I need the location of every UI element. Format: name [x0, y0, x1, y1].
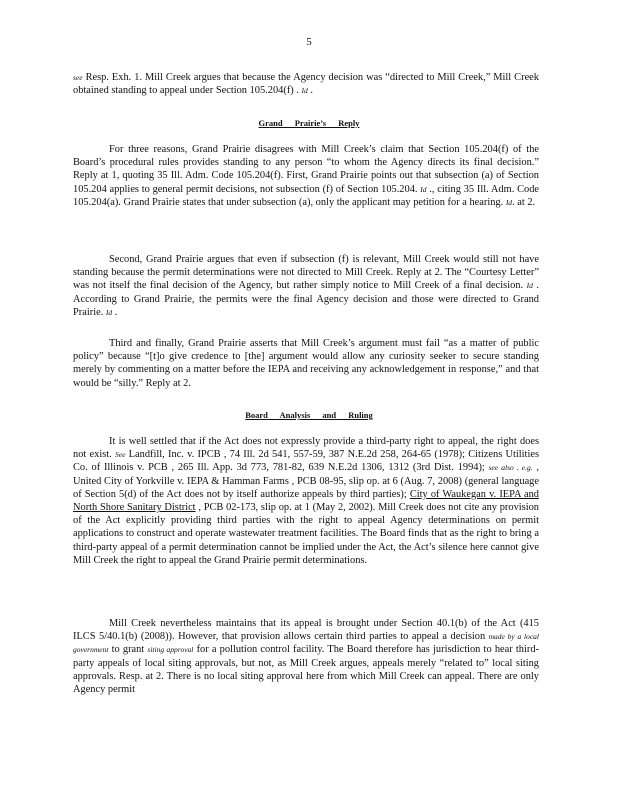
paragraph-reply-first: [73, 143, 539, 209]
citation-id: Id: [505, 197, 513, 207]
case-name-waukegan: City of Waukegan v. IEPA and North Shore Sanitary District: [73, 488, 539, 514]
text: Mill Creek nevertheless maintains that its appeal is brought under Section 40.1(b) of the Act (415 ILCS 5/40.1(b) (2008)). However, that provision allows certain third parties to appeal a decision: [73, 618, 539, 643]
text: . at 2.: [512, 196, 536, 208]
section-heading-grand-prairie-reply: Grand Prairie’s Reply: [258, 118, 360, 128]
text: . According to Grand Prairie, the permits were the final Agency decision and those were directed to Grand Prairie.: [73, 280, 539, 318]
text: ., citing 35 Ill. Adm. Code 105.204(a). Grand Prairie states that under subsection (a), only the applicant may petition for a hearing.: [73, 183, 540, 208]
text: Resp. Exh. 1. Mill Creek argues that because the Agency decision was “directed to Mill Creek,” Mill Creek obtained standing to appeal under Section 105.204(f) .: [73, 72, 539, 97]
text: Second, Grand Prairie argues that even if subsection (f) is relevant, Mill Creek would still not have standing because the permit determinations were not directed to Mill Creek. Reply at 2. The “Courtesy Letter” was not itself the final decision of the Agency, but rather simply notice to Mill Creek of a final decision.: [73, 254, 539, 292]
paragraph-analysis-second: [73, 617, 539, 696]
citation-id: Id: [105, 307, 113, 317]
text: to grant: [108, 644, 148, 656]
paragraph-reply-third: Third and finally, Grand Prairie asserts that Mill Creek’s argument must fail “as a matter of public policy” because “[t]o give credence to [the] argument would allow any curiosity seeker to secure standing merely by commenting on a matter before the IEPA and receiving any acknowledgement in response,” and that would be “silly.” Reply at 2.: [73, 338, 539, 389]
citation-id: Id: [301, 86, 308, 96]
emphasis-siting-approval: siting approval: [147, 645, 194, 655]
text: For three reasons, Grand Prairie disagrees with Mill Creek’s claim that Section 105.204(f) of the Board’s procedural rules provides standing to any person “to whom the Agency directs its final decision.” Reply at 1, quoting 35 Ill. Adm. Code 105.204(f). First, Grand Prairie points out that subsection (a) of Section 105.204 applies to general permit decisions, not subsection (f) of Section 105.204.: [73, 144, 539, 195]
text: It is well settled that if the Act does not expressly provide a third-party right to appeal, the right does not exist.: [73, 436, 539, 461]
signal-see: See: [115, 450, 126, 460]
paragraph-intro: [73, 71, 539, 97]
citation-id: Id: [526, 281, 533, 291]
signal-see-also: see also , e.g.: [488, 463, 533, 473]
text: , United City of Yorkville v. IEPA & Hamman Farms , PCB 08-95, slip op. at 6 (Aug. 7, 2008) (general language of Section 5(d) of the Act does not by itself authorize appeals by third parties);: [73, 462, 539, 500]
text: .: [307, 85, 313, 97]
page-number: 5: [306, 36, 312, 48]
emphasis-local-government: made by a local government: [73, 632, 539, 655]
text: for a pollution control facility. The Board therefore has jurisdiction to hear third-party appeals of local siting approvals, but not, as Mill Creek argues, appeals merely “related to” local siting approvals. Resp. at 2. There is no local siting approval here from which Mill Creek can appeal. There are only Agency permit: [73, 644, 539, 696]
paragraph-reply-second: [73, 253, 539, 319]
paragraph-analysis-first: [73, 435, 539, 567]
signal-see: see: [73, 73, 83, 82]
text: Landfill, Inc. v. IPCB , 74 Ill. 2d 541, 557-59, 387 N.E.2d 258, 264-65 (1978); Citizens Utilities Co. of Illinois v. PCB , 265 Ill. App. 3d 773, 781-82, 639 N.E.2d 1306, 1312 (3rd Dist. 1994);: [73, 449, 539, 474]
section-heading-board-analysis: Board Analysis and Ruling: [245, 410, 373, 420]
citation-id: Id: [420, 184, 427, 194]
text: , PCB 02-173, slip op. at 1 (May 2, 2002). Mill Creek does not cite any provision of the Act explicitly providing third parties with the right to appeal Agency determinations on permit applications to construct and operate wastewater treatment facilities. The Board finds that as the right to bring a third-party appeal of a permit determination cannot be implied under the Act, the Act’s silence here cannot give Mill Creek the right to appeal the Grand Prairie permit determinations.: [73, 502, 539, 566]
text: .: [112, 306, 118, 318]
